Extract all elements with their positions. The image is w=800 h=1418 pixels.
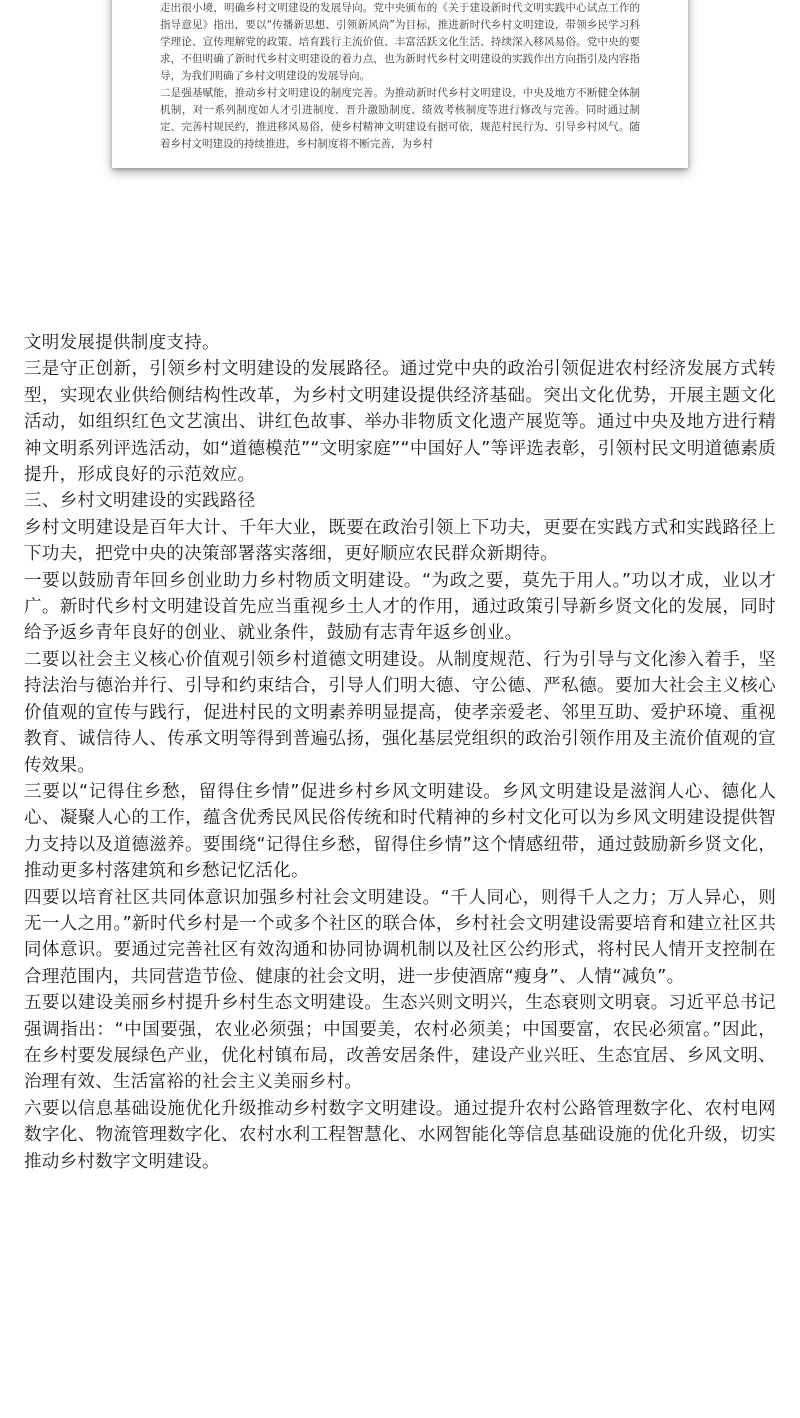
preview-paragraph: 走出很小境，明确乡村文明建设的发展导向。党中央颁布的《关于建设新时代文明实践中心试点工作的指导意见》指出，要以“传播新思想、引领新风尚”为目标，推进新时代乡村文明建设，带领乡民学习科学理论、宣传理解党的政策、培育践行主流价值、丰富活跃文化生活、持续深入移风易俗。党中央的要求，不但明确了新时代乡村文明建设的着力点，也为新时代乡村文明建设的实践作出方向指引及内容指导，为我们明确了乡村文明建设的发展导向。: [160, 2, 640, 82]
article-paragraph: 六要以信息基础设施优化升级推动乡村数字文明建设。通过提升农村公路管理数字化、农村电网数字化、物流管理数字化、农村水利工程智慧化、水网智能化等信息基础设施的优化升级，切实推动乡村数字文明建设。: [24, 1098, 776, 1172]
article-paragraph: 一要以鼓励青年回乡创业助力乡村物质文明建设。“为政之要，莫先于用人。”功以才成，业以才广。新时代乡村文明建设首先应当重视乡土人才的作用，通过政策引导新乡贤文化的发展，同时给予返乡青年良好的创业、就业条件，鼓励有志青年返乡创业。: [24, 570, 776, 644]
article-body: [24, 330, 776, 1175]
preview-text-block: [160, 0, 640, 153]
article-paragraph: 五要以建设美丽乡村提升乡村生态文明建设。生态兴则文明兴，生态衰则文明衰。习近平总书记强调指出：“中国要强，农业必须强；中国要美，农村必须美；中国要富，农民必须富。”因此，在乡村要发展绿色产业，优化村镇布局，改善安居条件，建设产业兴旺、生态宜居、乡风文明、治理有效、生活富裕的社会主义美丽乡村。: [24, 993, 776, 1093]
article-paragraph: 二要以社会主义核心价值观引领乡村道德文明建设。从制度规范、行为引导与文化渗入着手，坚持法治与德治并行、引导和约束结合，引导人们明大德、守公德、严私德。要加大社会主义核心价值观的宣传与践行，促进村民的文明素养明显提高，使孝亲爱老、邻里互助、爱护环境、重视教育、诚信待人、传承文明等得到普遍弘扬，强化基层党组织的政治引领作用及主流价值观的宣传效果。: [24, 649, 776, 776]
document-preview-card: [112, 0, 688, 168]
article-paragraph: 四要以培育社区共同体意识加强乡村社会文明建设。“千人同心，则得千人之力；万人异心，则无一人之用。”新时代乡村是一个或多个社区的联合体，乡村社会文明建设需要培育和建立社区共同体意识。要通过完善社区有效沟通和协同协调机制以及社区公约形式，将村民人情开支控制在合理范围内，共同营造节俭、健康的社会文明，进一步使酒席“瘦身”、人情“减负”。: [24, 887, 776, 987]
preview-paragraph: 二是强基赋能，推动乡村文明建设的制度完善。为推动新时代乡村文明建设，中央及地方不断健全体制机制，对一系列制度如人才引进制度、晋升激励制度、绩效考核制度等进行修改与完善。同时通过制定、完善村规民约，推进移风易俗，使乡村精神文明建设有据可依，规范村民行为、引导乡村风气。随着乡村文明建设的持续推进，乡村制度将不断完善，为乡村: [160, 87, 640, 150]
article-paragraph: 文明发展提供制度支持。: [24, 333, 220, 353]
article-paragraph: 乡村文明建设是百年大计、千年大业，既要在政治引领上下功夫，更要在实践方式和实践路径上下功夫，把党中央的决策部署落实落细，更好顺应农民群众新期待。: [24, 517, 776, 565]
article-paragraph: 三要以“记得住乡愁，留得住乡情”促进乡村乡风文明建设。乡风文明建设是滋润人心、德化人心、凝聚人心的工作，蕴含优秀民风民俗传统和时代精神的乡村文化可以为乡风文明建设提供智力支持以及道德滋养。要围绕“记得住乡愁，留得住乡情”这个情感纽带，通过鼓励新乡贤文化，推动更多村落建筑和乡愁记忆活化。: [24, 781, 776, 882]
article-paragraph: 三是守正创新，引领乡村文明建设的发展路径。通过党中央的政治引领促进农村经济发展方式转型，实现农业供给侧结构性改革，为乡村文明建设提供经济基础。突出文化优势，开展主题文化活动，如组织红色文艺演出、讲红色故事、举办非物质文化遗产展览等。通过中央及地方进行精神文明系列评选活动，如“道德模范”“文明家庭”“中国好人”等评选表彰，引领村民文明道德素质提升，形成良好的示范效应。: [24, 359, 776, 486]
section-heading: 三、乡村文明建设的实践路径: [24, 491, 256, 512]
